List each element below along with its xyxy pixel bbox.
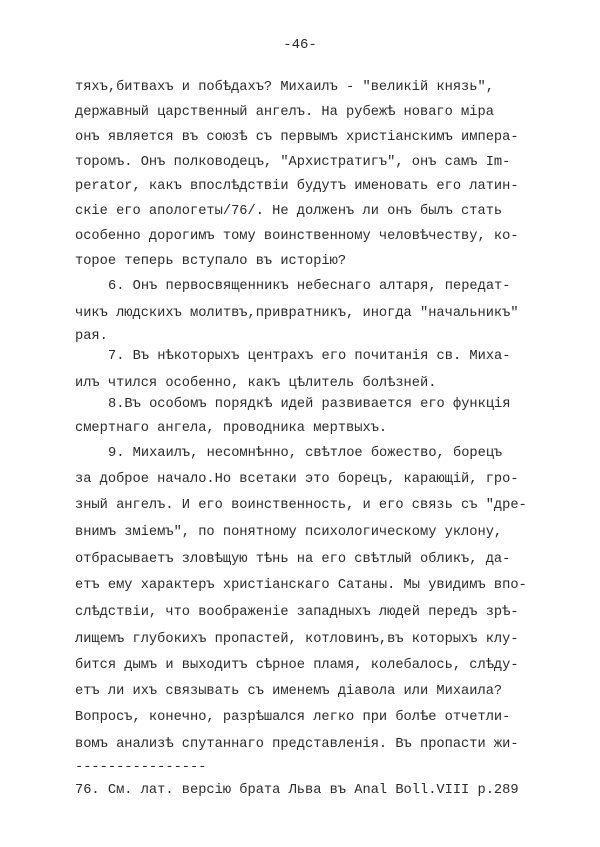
text-line: бится дымъ и выходитъ сѣрное пламя, колебалось, слѣду-	[75, 658, 519, 673]
page-number: -46-	[283, 37, 317, 53]
text-line: илъ чтился особенно, какъ цѣлитель болѣзней.	[75, 376, 437, 391]
text-line: 7. Въ нѣкоторыхъ центрахъ его почитанія св. Миха-	[108, 349, 511, 364]
text-line: тяхъ,битвахъ и побѣдахъ? Михаилъ - "великій князь",	[75, 80, 494, 95]
text-line: внимъ зміемъ", по понятному психологическому уклону,	[75, 525, 503, 540]
text-line: особенно дорогимъ тому воинственному человѣчеству, ко-	[75, 229, 519, 244]
text-line: perator, какъ впослѣдствіи будутъ именовать его латин-	[75, 179, 519, 194]
footnote-separator: ----------------	[75, 760, 207, 775]
text-line: отбрасываетъ зловѣщую тѣнь на его свѣтлый обликъ, да-	[75, 552, 511, 567]
text-line: 9. Михаилъ, несомнѣнно, свѣтлое божество, борецъ	[108, 446, 503, 461]
text-line: 6. Онъ первосвященникъ небеснаго алтаря, передат-	[108, 279, 511, 294]
text-line: вомъ анализѣ спутаннаго представленія. Въ пропасти жи-	[75, 737, 519, 752]
text-line: смертнаго ангела, проводника мертвыхъ.	[75, 421, 388, 436]
text-line: державный царственный ангелъ. На рубежѣ новаго міра	[75, 105, 494, 120]
text-line: торое теперь вступало въ исторію?	[75, 254, 347, 269]
text-line: скіе его апологеты/76/. Не долженъ ли онъ былъ стать	[75, 204, 503, 219]
text-line: за доброе начало.Но всетаки это борецъ, карающій, гро-	[75, 472, 519, 487]
text-line: етъ ли ихъ связывать съ именемъ діавола или Михаила?	[75, 684, 503, 699]
text-line: лищемъ глубокихъ пропастей, котловинъ,въ которыхъ клу-	[75, 632, 519, 647]
text-line: етъ ему характеръ христіанскаго Сатаны. Мы увидимъ впо-	[75, 578, 527, 593]
text-line: рая.	[75, 329, 108, 344]
text-line: слѣдствіи, что воображеніе западныхъ людей передъ зрѣ-	[75, 605, 519, 620]
text-line: Вопросъ, конечно, разрѣшался легко при болѣе отчетли-	[75, 710, 511, 725]
footnote: 76. См. лат. версію брата Льва въ Anal Boll.VIII p.289	[75, 783, 519, 798]
text-line: онъ является въ союзѣ съ первымъ христіанскимъ импера-	[75, 130, 519, 145]
text-line: 8.Въ особомъ порядкѣ идей развивается его функція	[108, 397, 511, 412]
text-line: чикъ людскихъ молитвъ,привратникъ, иногда "начальникъ"	[75, 306, 519, 321]
text-line: зный ангелъ. И его воинственность, и его связь съ "дре-	[75, 498, 527, 513]
text-line: торомъ. Онъ полководецъ, "Архистратигъ", онъ самъ Im-	[75, 155, 511, 170]
